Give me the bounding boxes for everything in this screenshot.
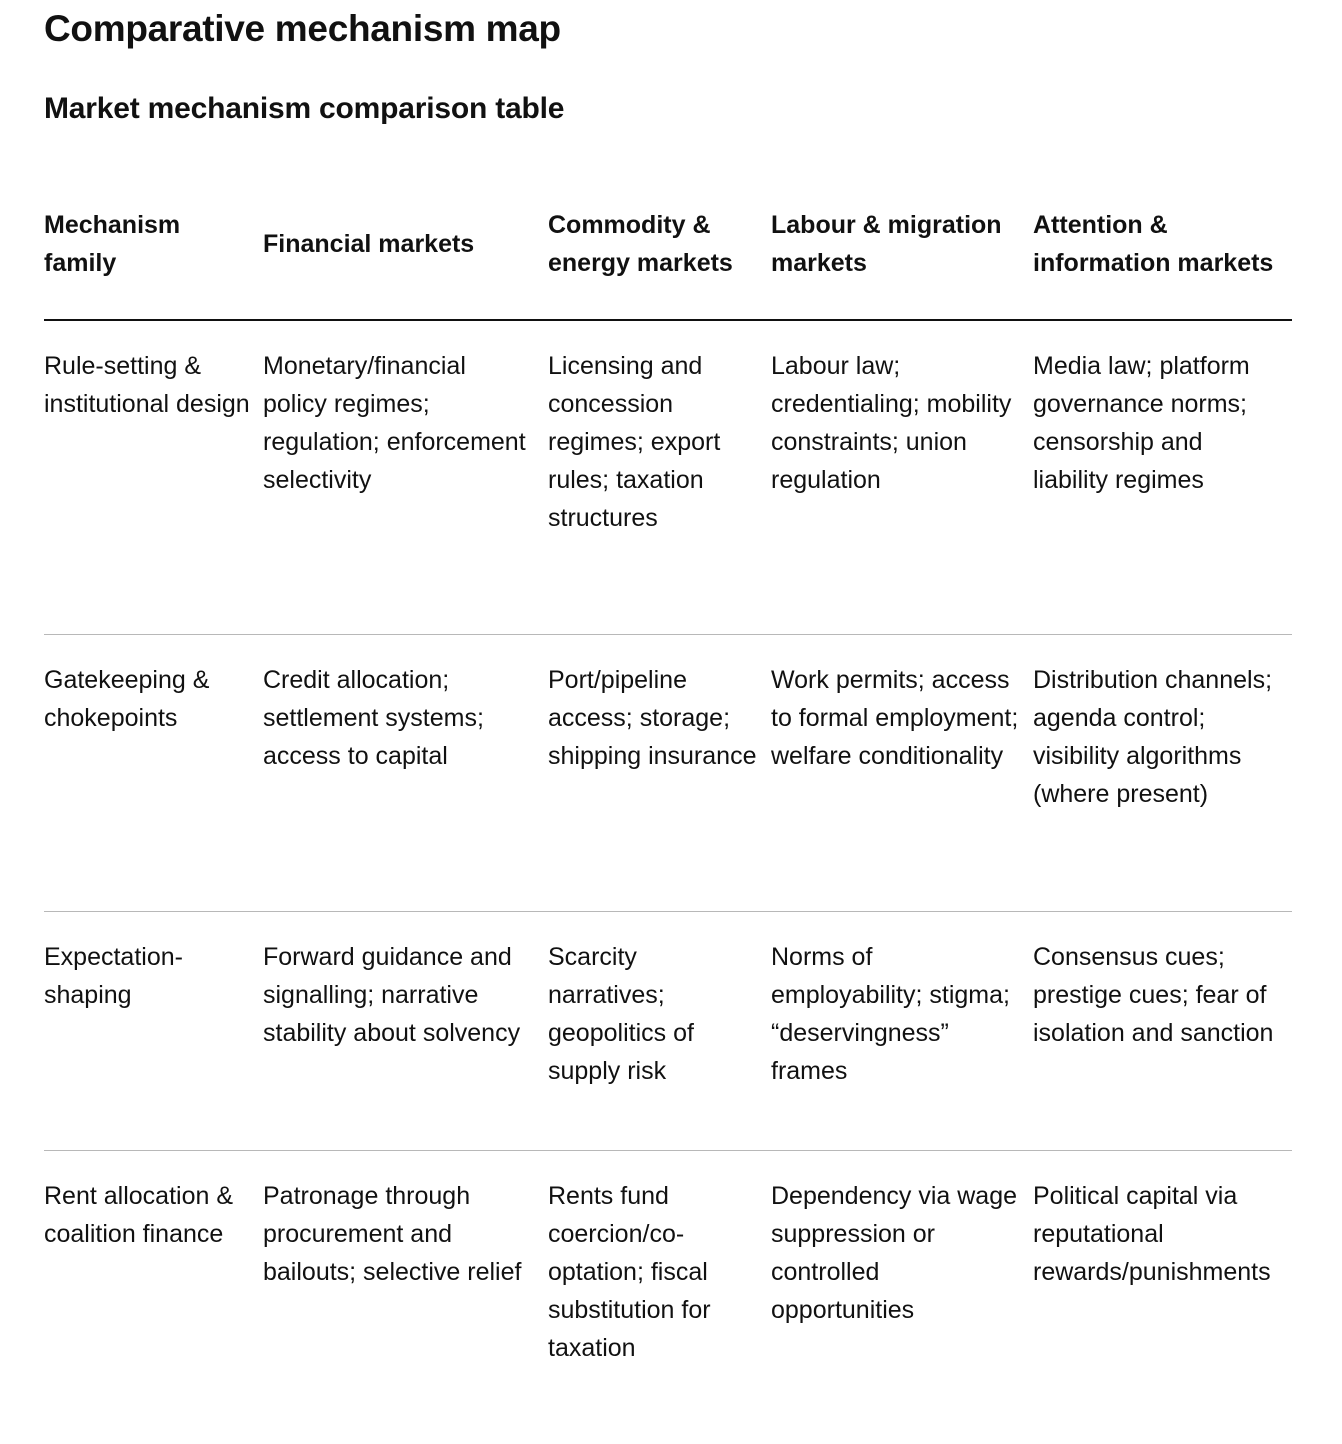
row-label-cell (44, 912, 263, 1151)
header-label: Financial markets (263, 229, 475, 258)
cell-text: Port/pipeline access; storage; shipping insurance (548, 666, 757, 770)
cell-text: Licensing and concession regimes; export rules; taxation structures (548, 352, 721, 532)
cell-text: Labour law; credentialing; mobility constraints; union regulation (771, 352, 1012, 494)
table-cell (263, 320, 548, 635)
table-cell: Rent allocation & coalition finance (44, 1182, 234, 1248)
cell-text: Credit allocation; settlement systems; access to capital (263, 666, 484, 770)
table-cell (1033, 320, 1292, 635)
header-label: Labour & migration markets (771, 210, 1002, 277)
table-row (44, 912, 1292, 1151)
table-cell: Gatekeeping & chokepoints (44, 666, 210, 732)
column-header-financial-markets (263, 168, 548, 320)
cell-text: Patronage through procurement and bailouts; selective relief (263, 1182, 522, 1286)
table-cell (548, 1151, 771, 1428)
cell-text: Monetary/financial policy regimes; regulation; enforcement selectivity (263, 352, 526, 494)
table-row (44, 635, 1292, 912)
cell-text: Distribution channels; agenda control; visibility algorithms (where present) (1033, 666, 1273, 808)
table-cell: Rule-setting & institutional design (44, 352, 250, 418)
row-label-cell (44, 320, 263, 635)
cell-text: Scarcity narratives; geopolitics of supply risk (548, 943, 694, 1085)
table-cell (1033, 635, 1292, 912)
column-header-labour-migration-markets (771, 168, 1033, 320)
column-header-attention-information-markets (1033, 168, 1292, 320)
header-label: Mechanism family (44, 210, 181, 277)
cell-text: Consensus cues; prestige cues; fear of isolation and sanction (1033, 943, 1274, 1047)
table-cell (263, 1151, 548, 1428)
table-cell (1033, 1151, 1292, 1428)
table-cell (771, 1151, 1033, 1428)
row-label-cell (44, 635, 263, 912)
table-cell (263, 635, 548, 912)
cell-text: Political capital via reputational rewards/punishments (1033, 1182, 1271, 1286)
cell-text: Rents fund coercion/co-optation; fiscal substitution for taxation (548, 1182, 711, 1362)
table-row (44, 1151, 1292, 1428)
table-cell (548, 912, 771, 1151)
cell-text: Dependency via wage suppression or controlled opportunities (771, 1182, 1017, 1324)
table-header-row (44, 168, 1292, 320)
table-cell (1033, 912, 1292, 1151)
table-row (44, 320, 1292, 635)
table-cell (771, 912, 1033, 1151)
mechanism-comparison-table (44, 168, 1292, 1427)
table-cell (263, 912, 548, 1151)
header-label: Commodity & energy markets (548, 210, 733, 277)
column-header-mechanism-family (44, 168, 263, 320)
header-label: Attention & information markets (1033, 210, 1274, 277)
table-cell (771, 320, 1033, 635)
table-cell (548, 320, 771, 635)
row-label-cell (44, 1151, 263, 1428)
cell-text: Work permits; access to formal employment; welfare conditionality (771, 666, 1019, 770)
section-title: Market mechanism comparison table (44, 92, 565, 125)
column-header-commodity-energy-markets (548, 168, 771, 320)
cell-text: Media law; platform governance norms; censorship and liability regimes (1033, 352, 1250, 494)
table-cell: Expectation-shaping (44, 943, 183, 1009)
cell-text: Norms of employability; stigma; “deservingness” frames (771, 943, 1010, 1085)
page-title: Comparative mechanism map (44, 8, 561, 49)
table-cell (771, 635, 1033, 912)
table-cell (548, 635, 771, 912)
cell-text: Forward guidance and signalling; narrative stability about solvency (263, 943, 521, 1047)
